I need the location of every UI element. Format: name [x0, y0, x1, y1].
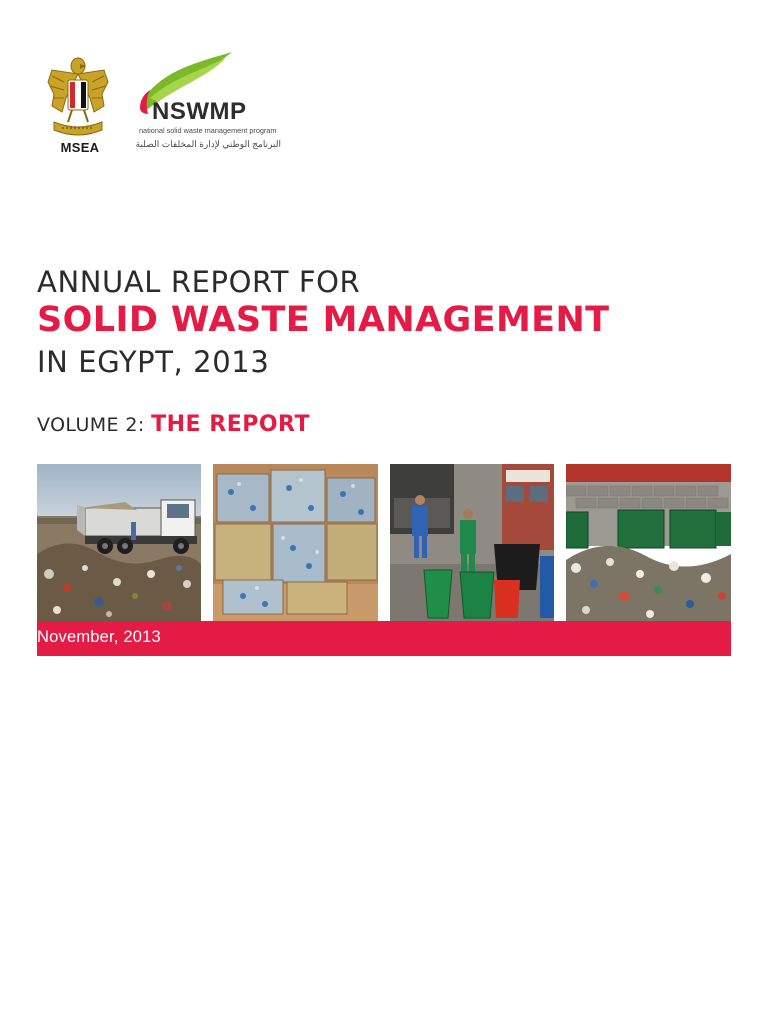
egypt-eagle-emblem-icon — [44, 52, 112, 140]
baled-plastic-bottles-photo — [213, 464, 378, 621]
waste-collection-workers-photo — [390, 464, 554, 621]
nswmp-name-english: national solid waste management program — [139, 126, 277, 135]
title-line-solid-waste: SOLID WASTE MANAGEMENT — [37, 300, 610, 340]
volume-name: THE REPORT — [151, 412, 311, 437]
title-line-egypt-year: IN EGYPT, 2013 — [37, 345, 270, 379]
title-line-annual-report: ANNUAL REPORT FOR — [37, 265, 361, 299]
date-band — [37, 621, 731, 656]
publication-date: November, 2013 — [37, 628, 161, 646]
volume-number: VOLUME 2: — [37, 414, 152, 436]
nswmp-name-arabic: البرنامج الوطني لإدارة المخلفات الصلبة — [135, 139, 281, 149]
dump-truck-landfill-photo — [37, 464, 201, 621]
street-waste-containers-photo — [566, 464, 731, 621]
msea-label: MSEA — [60, 140, 100, 155]
nswmp-acronym: NSWMP — [152, 98, 247, 125]
nswmp-logo — [136, 50, 286, 158]
volume-subtitle — [37, 412, 310, 437]
